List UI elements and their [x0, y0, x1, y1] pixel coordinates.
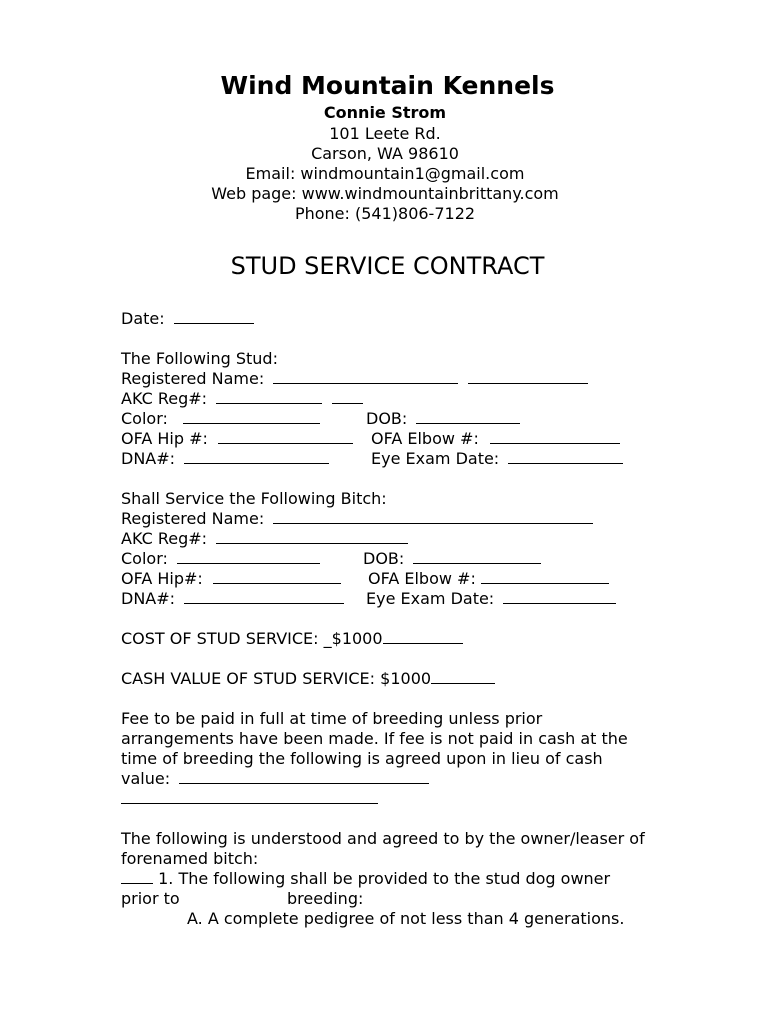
- document-title: STUD SERVICE CONTRACT: [230, 252, 545, 280]
- bitch-color-field[interactable]: [177, 549, 320, 564]
- stud-color-label: Color:: [121, 409, 168, 428]
- bitch-color-label: Color:: [121, 549, 168, 568]
- letterhead: [0, 70, 770, 224]
- bitch-dna-label: DNA#:: [121, 589, 176, 608]
- agreement-item-1a: A. A complete pedigree of not less than 4 generations.: [187, 909, 625, 928]
- stud-eye-exam-label: Eye Exam Date:: [371, 449, 500, 468]
- fee-value-label: value:: [121, 769, 171, 788]
- bitch-eye-exam-label: Eye Exam Date:: [366, 589, 495, 608]
- fee-line-5: [121, 789, 681, 809]
- date-field[interactable]: [174, 309, 254, 324]
- stud-ofa-elbow-field[interactable]: [490, 429, 620, 444]
- item-1-initial-field[interactable]: [121, 869, 153, 884]
- bitch-registered-name-line: [121, 509, 681, 529]
- stud-dna-field[interactable]: [184, 449, 329, 464]
- bitch-eye-exam-field[interactable]: [503, 589, 616, 604]
- stud-heading: The Following Stud:: [121, 349, 278, 368]
- fee-value-field[interactable]: [179, 769, 429, 784]
- stud-color-field[interactable]: [183, 409, 320, 424]
- cash-value-field[interactable]: [431, 669, 495, 684]
- stud-ofa-hip-label: OFA Hip #:: [121, 429, 208, 448]
- stud-akc-field-2[interactable]: [332, 389, 363, 404]
- bitch-ofa-line: [121, 569, 681, 589]
- fee-line-1: Fee to be paid in full at time of breeding unless prior: [121, 709, 543, 728]
- stud-ofa-elbow-label: OFA Elbow #:: [371, 429, 479, 448]
- bitch-dob-label: DOB:: [363, 549, 405, 568]
- email-line: Email: windmountain1@gmail.com: [245, 164, 525, 183]
- agreement-line-2: forenamed bitch:: [121, 849, 259, 868]
- agreement-item-1: [121, 869, 681, 889]
- item-1-prior-to: prior to: [121, 889, 180, 908]
- phone-line: Phone: (541)806-7122: [294, 204, 476, 223]
- cost-field[interactable]: [383, 629, 463, 644]
- bitch-registered-name-label: Registered Name:: [121, 509, 265, 528]
- bitch-dob-field[interactable]: [413, 549, 541, 564]
- stud-registered-name-field-2[interactable]: [468, 369, 588, 384]
- fee-line-3: time of breeding the following is agreed upon in lieu of cash: [121, 749, 603, 768]
- stud-dob-label: DOB:: [366, 409, 408, 428]
- contract-body: [121, 309, 681, 929]
- bitch-akc-field[interactable]: [216, 529, 408, 544]
- agreement-line-1: The following is understood and agreed to by the owner/leaser of: [121, 829, 645, 848]
- stud-akc-label: AKC Reg#:: [121, 389, 208, 408]
- stud-registered-name-label: Registered Name:: [121, 369, 265, 388]
- bitch-dna-field[interactable]: [184, 589, 344, 604]
- cash-value-value: $1000: [380, 669, 432, 688]
- kennel-name: Wind Mountain Kennels: [220, 71, 555, 100]
- agreement-item-1-cont: [121, 889, 681, 909]
- stud-dna-label: DNA#:: [121, 449, 176, 468]
- bitch-akc-line: [121, 529, 681, 549]
- owner-name: Connie Strom: [323, 103, 447, 122]
- stud-eye-exam-field[interactable]: [508, 449, 623, 464]
- date-label: Date:: [121, 309, 165, 328]
- cash-value-label: CASH VALUE OF STUD SERVICE:: [121, 669, 376, 688]
- bitch-registered-name-field[interactable]: [273, 509, 593, 524]
- cost-label: COST OF STUD SERVICE: _: [121, 629, 332, 648]
- stud-registered-name-field[interactable]: [273, 369, 458, 384]
- webpage-line: Web page: www.windmountainbrittany.com: [211, 184, 559, 203]
- address-line-2: Carson, WA 98610: [311, 144, 459, 163]
- stud-akc-line: [121, 389, 681, 409]
- bitch-ofa-elbow-field[interactable]: [481, 569, 609, 584]
- cash-value-line: [121, 669, 681, 689]
- bitch-ofa-hip-label: OFA Hip#:: [121, 569, 203, 588]
- fee-value-field-2[interactable]: [121, 789, 378, 804]
- cost-value: $1000: [331, 629, 383, 648]
- stud-dna-line: [121, 449, 681, 469]
- item-1-text: 1. The following shall be provided to the stud dog owner: [158, 869, 611, 888]
- stud-ofa-hip-field[interactable]: [218, 429, 353, 444]
- fee-line-2: arrangements have been made. If fee is not paid in cash at the: [121, 729, 628, 748]
- address-line-1: 101 Leete Rd.: [329, 124, 441, 143]
- bitch-dna-line: [121, 589, 681, 609]
- item-1-breeding: breeding:: [287, 889, 364, 908]
- bitch-heading: Shall Service the Following Bitch:: [121, 489, 387, 508]
- bitch-ofa-hip-field[interactable]: [213, 569, 341, 584]
- stud-ofa-line: [121, 429, 681, 449]
- date-line: [121, 309, 681, 329]
- cost-line: [121, 629, 681, 649]
- stud-registered-name-line: [121, 369, 681, 389]
- stud-dob-field[interactable]: [416, 409, 520, 424]
- bitch-ofa-elbow-label: OFA Elbow #:: [368, 569, 476, 588]
- bitch-akc-label: AKC Reg#:: [121, 529, 208, 548]
- stud-akc-field[interactable]: [216, 389, 322, 404]
- bitch-color-dob-line: [121, 549, 681, 569]
- fee-line-4: [121, 769, 681, 789]
- stud-color-dob-line: [121, 409, 681, 429]
